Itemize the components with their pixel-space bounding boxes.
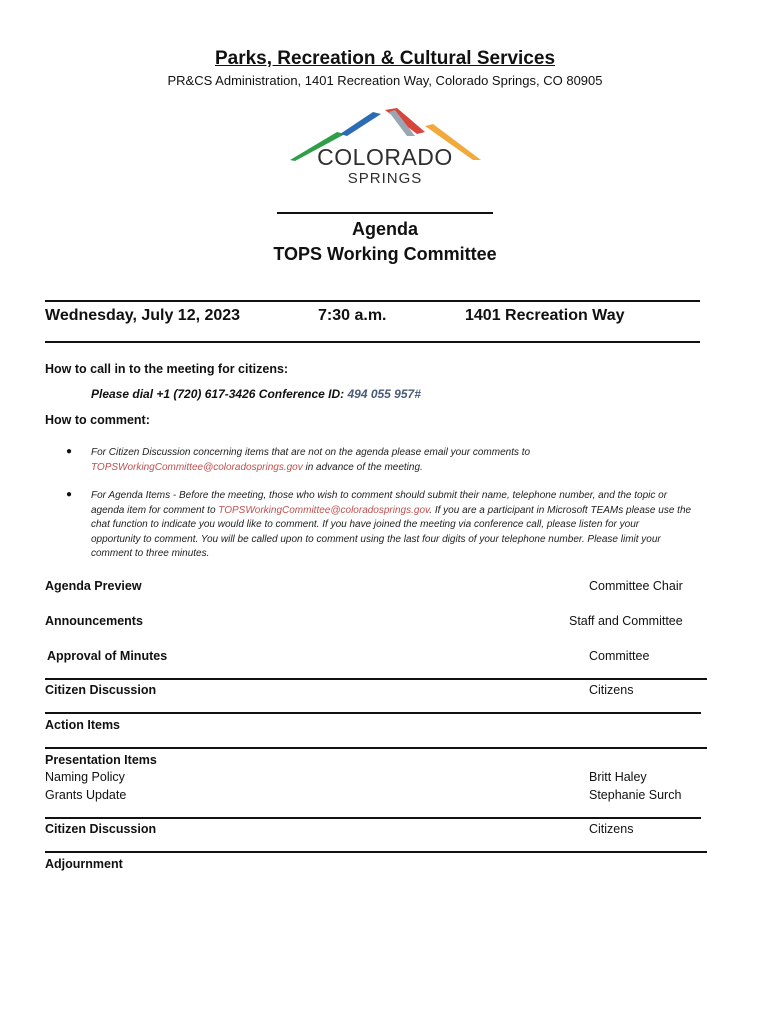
agenda-title: Agenda — [351, 219, 418, 239]
agenda-item-presenter: Britt Haley — [589, 770, 647, 784]
meeting-time: 7:30 a.m. — [318, 307, 387, 324]
section-divider — [45, 678, 707, 680]
meeting-bottom-rule — [45, 341, 700, 343]
agenda-item-title: Action Items — [45, 718, 121, 732]
meeting-date: Wednesday, July 12, 2023 — [45, 307, 241, 324]
bullet-2-line1: For Agenda Items - Before the meeting, those who wish to comment should submit their name, telephone number, and the topic or — [91, 490, 668, 501]
committee-title: TOPS Working Committee — [273, 244, 497, 264]
agenda-subitem-title: Naming Policy — [45, 770, 125, 784]
agenda-item-title: Presentation Items — [45, 753, 157, 767]
agenda-item-title: Approval of Minutes — [47, 649, 168, 663]
bullet-2-line2-head: agenda item for comment to — [91, 504, 219, 516]
section-divider — [45, 817, 701, 819]
agenda-item-presenter: Stephanie Surch — [589, 788, 682, 802]
bullet-1-text — [91, 446, 731, 475]
dial-text: Please dial +1 (720) 617-3426 Conference ID: — [91, 387, 348, 401]
bullet-2-line2-tail: . If you are a participant in Microsoft TEAMs please use the — [429, 504, 692, 516]
bullet-1-line2 — [91, 461, 731, 476]
org-address: PR&CS Administration, 1401 Recreation Way, Colorado Springs, CO 80905 — [167, 73, 603, 88]
agenda-item-title: Citizen Discussion — [45, 683, 157, 697]
bullet-2-line5: comment to three minutes. — [91, 548, 210, 559]
bullet-2-line4: opportunity to comment. You will be called upon to comment using the last four digits of your telephone number. Please limit your — [91, 533, 661, 545]
logo-blue-stroke — [340, 112, 381, 136]
comment-heading: How to comment: — [45, 413, 150, 427]
bullet-2-line3: chat function to indicate you would like to comment. If you have joined the meeting via conference call, please listen for your — [91, 519, 640, 530]
bullet-2-text — [91, 489, 751, 562]
agenda-item-presenter: Committee Chair — [589, 579, 683, 593]
agenda-subitem-title: Grants Update — [45, 788, 127, 802]
org-title: Parks, Recreation & Cultural Services — [214, 48, 556, 69]
agenda-item-title: Adjournment — [45, 857, 123, 871]
agenda-item-title: Announcements — [45, 614, 143, 628]
logo-wordmark-line1: COLORADO — [317, 144, 453, 170]
bullet-1-line1: For Citizen Discussion concerning items that are not on the agenda please email your comments to — [91, 447, 531, 458]
agenda-item-title: Agenda Preview — [45, 579, 142, 593]
bullet-1-line2-tail: in advance of the meeting. — [302, 461, 423, 473]
bullet-1-marker: ● — [66, 446, 73, 457]
agenda-item-presenter: Staff and Committee — [569, 614, 683, 628]
agenda-item-presenter: Citizens — [589, 683, 634, 697]
meeting-top-rule — [45, 300, 700, 302]
conference-id: 494 055 957# — [347, 387, 421, 401]
agenda-item-presenter: Citizens — [589, 822, 634, 836]
meeting-location: 1401 Recreation Way — [465, 307, 625, 324]
logo-wordmark-line2: SPRINGS — [347, 170, 423, 187]
section-divider — [45, 712, 701, 714]
agenda-item-title: Citizen Discussion — [45, 822, 157, 836]
agenda-item-presenter: Committee — [589, 649, 650, 663]
bullet-2-marker: ● — [66, 489, 73, 500]
call-in-heading: How to call in to the meeting for citizens: — [45, 362, 289, 376]
dial-instructions — [91, 387, 421, 401]
bullet-1-email-link[interactable]: TOPSWorkingCommittee@coloradosprings.gov — [91, 461, 303, 473]
bullet-2-email-link[interactable]: TOPSWorkingCommittee@coloradosprings.gov — [218, 504, 430, 516]
agenda-title-rule — [277, 212, 493, 214]
section-divider — [45, 851, 707, 853]
section-divider — [45, 747, 707, 749]
bullet-2-line2 — [91, 504, 751, 519]
